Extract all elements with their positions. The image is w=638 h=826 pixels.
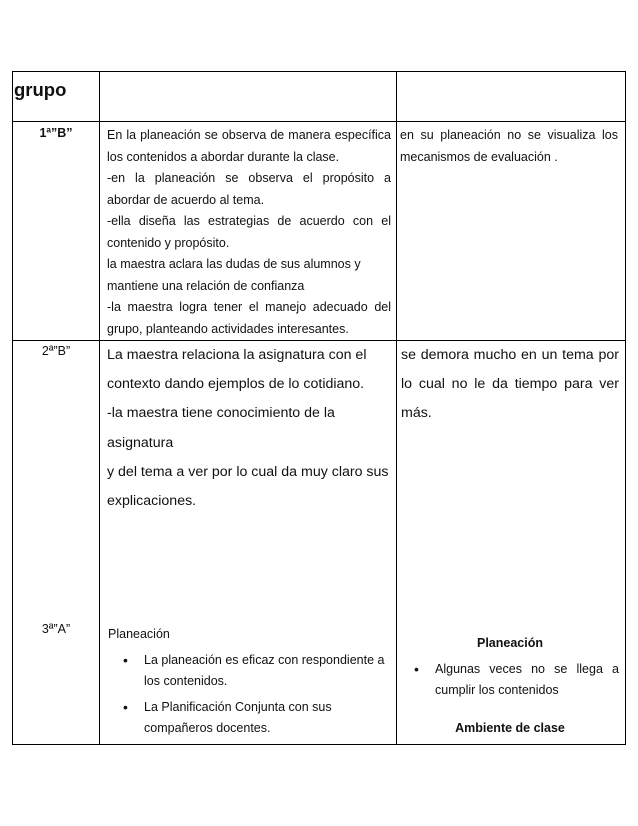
text-line: -en la planeación se observa el propósito a (107, 171, 391, 185)
text-line: contexto dando ejemplos de lo cotidiano. (107, 376, 365, 393)
text-line: contenido y propósito. (107, 235, 230, 250)
text-line: -la maestra logra tener el manejo adecuado del (107, 300, 391, 314)
text-line: mantiene una relación de confianza (107, 278, 305, 293)
table-border-right (625, 71, 626, 745)
group-label: 2ª”B” (41, 344, 71, 358)
text-line: explicaciones. (107, 493, 197, 510)
header-grupo: grupo (14, 79, 67, 100)
row1-observations (107, 125, 391, 340)
evaluation-table (12, 71, 626, 745)
text-line: más. (401, 405, 432, 422)
bullet-list (401, 659, 619, 702)
row3-improvements (401, 633, 619, 739)
row2-improvements (401, 341, 619, 429)
table-border-left (12, 71, 13, 745)
bullet-list (108, 650, 392, 740)
text-line: grupo, planteando actividades interesantes. (107, 321, 349, 336)
text-line: se demora mucho en un tema por (401, 347, 619, 363)
row2-observations (107, 341, 391, 516)
table-border-bottom (12, 744, 626, 745)
row3-planning (108, 624, 392, 740)
text-line: la maestra aclara las dudas de sus alumnos y (107, 257, 361, 271)
text-line: En la planeación se observa de manera específica (107, 128, 391, 142)
group-label: 1ª”B” (39, 126, 73, 140)
text-line: y del tema a ver por lo cual da muy claro sus (107, 463, 389, 480)
text-line: -la maestra tiene conocimiento de la asignatura (107, 405, 335, 451)
section-subtitle: Ambiente de clase (455, 720, 565, 735)
list-item: • Algunas veces no se llega a cumplir los contenidos (435, 659, 619, 702)
text-line: en su planeación no se visualiza los (400, 128, 618, 142)
list-item: • La planeación es eficaz con respondiente a los contenidos. (144, 650, 392, 693)
column-divider (396, 71, 397, 745)
section-title: Planeación (108, 627, 170, 641)
group-label: 3ª”A” (41, 622, 71, 636)
row1-improvements (400, 125, 618, 168)
text-line: abordar de acuerdo al tema. (107, 192, 265, 207)
text-line: los contenidos a abordar durante la clase. (107, 149, 340, 164)
section-title: Planeación (477, 636, 543, 650)
table-border-top (12, 71, 626, 72)
text-line: lo cual no le da tiempo para ver (401, 376, 619, 393)
list-item: • La Planificación Conjunta con sus compañeros docentes. (144, 697, 392, 740)
text-line: mecanismos de evaluación . (400, 149, 558, 164)
text-line: La maestra relaciona la asignatura con el (107, 347, 367, 363)
header-row-divider (12, 121, 626, 122)
text-line: -ella diseña las estrategias de acuerdo con el (107, 214, 391, 228)
column-divider (99, 71, 100, 745)
